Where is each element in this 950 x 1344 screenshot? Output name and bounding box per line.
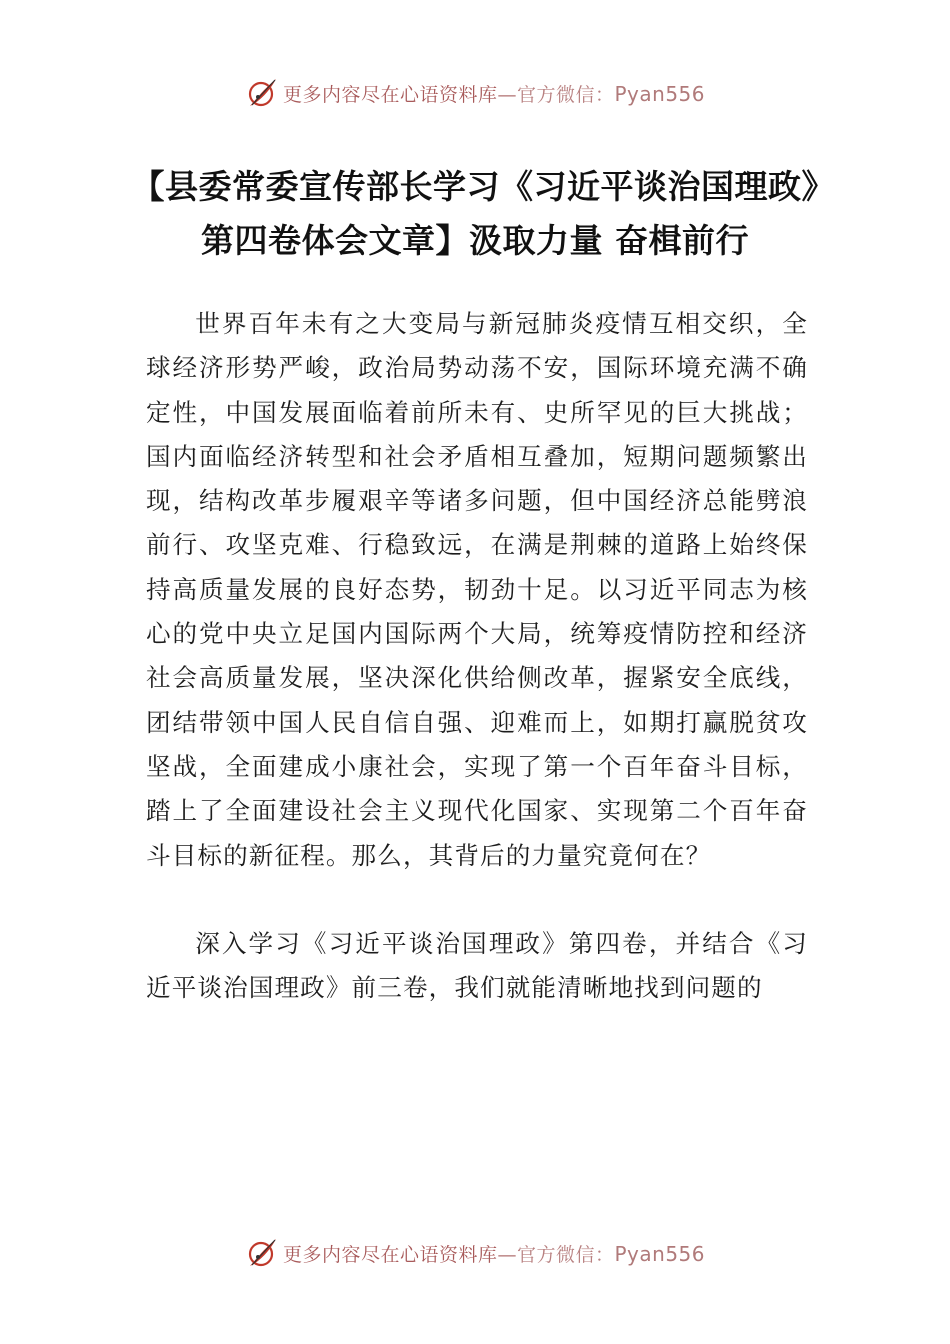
footer-dash: —: [497, 1243, 517, 1266]
leaf-quill-logo-icon: [245, 76, 279, 110]
header-banner-text: [283, 80, 705, 107]
footer-wechat-id: Pyan556: [614, 1241, 706, 1266]
leaf-quill-logo-icon: [245, 1236, 279, 1270]
document-body: [146, 302, 808, 1011]
header-site-name: 更多内容尽在心语资料库: [282, 83, 498, 106]
paragraph-1: 世界百年未有之大变局与新冠肺炎疫情互相交织，全球经济形势严峻，政治局势动荡不安，国际环境充满不确定性，中国发展面临着前所未有、史所罕见的巨大挑战；国内面临经济转型和社会矛盾相互叠加，短期问题频繁出现，结构改革步履艰辛等诸多问题，但中国经济总能劈浪前行、攻坚克难、行稳致远，在满是荆棘的道路上始终保持高质量发展的良好态势，韧劲十足。以习近平同志为核心的党中央立足国内国际两个大局，统筹疫情防控和经济社会高质量发展，坚决深化供给侧改革，握紧安全底线，团结带领中国人民自信自强、迎难而上，如期打赢脱贫攻坚战，全面建成小康社会，实现了第一个百年奋斗目标，踏上了全面建设社会主义现代化国家、实现第二个百年奋斗目标的新征程。那么，其背后的力量究竟何在？: [146, 309, 808, 870]
header-wechat-label: 官方微信：: [516, 83, 615, 106]
footer-banner-text: [283, 1240, 705, 1267]
footer-site-name: 更多内容尽在心语资料库: [282, 1243, 498, 1266]
header-wechat-id: Pyan556: [614, 81, 706, 106]
footer-banner: [0, 1233, 950, 1273]
document-title: 【县委常委宣传部长学习《习近平谈治国理政》第四卷体会文章】汲取力量 奋楫前行: [131, 167, 819, 260]
header-dash: —: [497, 83, 517, 106]
footer-wechat-label: 官方微信：: [516, 1243, 615, 1266]
paragraph-2: 深入学习《习近平谈治国理政》第四卷，并结合《习近平谈治国理政》前三卷，我们就能清晰地找到问题的: [146, 929, 808, 1003]
header-banner: [0, 73, 950, 113]
